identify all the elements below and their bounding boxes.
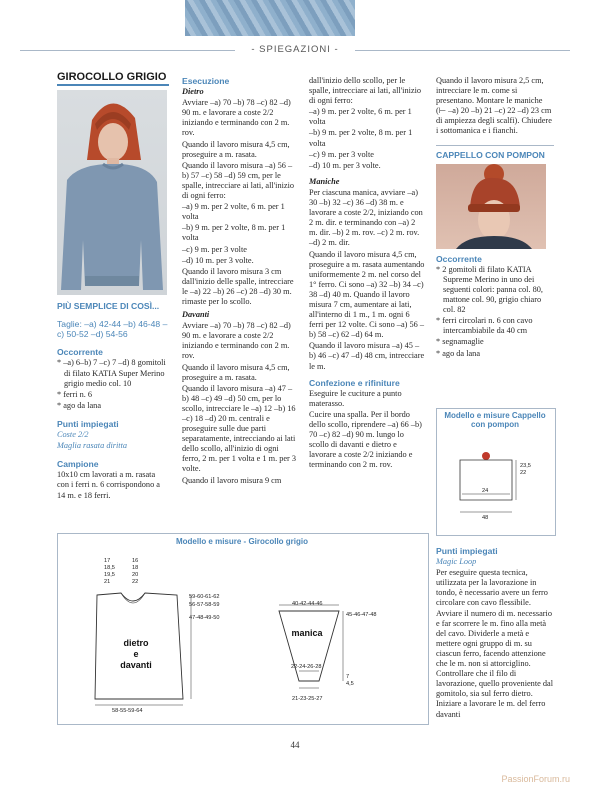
hat-diagram <box>436 408 554 534</box>
hat-photo-illustration <box>436 164 546 249</box>
occorrente-heading: Occorrente <box>57 347 103 358</box>
pattern-title: GIROCOLLO GRIGIO <box>57 72 169 86</box>
shoulder-text: dall'inizio dello scollo, per le spalle, intrecciare ai lati, all'inizio di ogni ferro: <box>309 76 422 106</box>
sweater-diagram <box>57 533 427 723</box>
occorrente-item: * –a) 6–b) 7 –c) 7 –d) 8 gomitoli di filato KATIA Super Merino grigio medio col. 10 <box>57 358 166 388</box>
back-text: –a) 9 m. per 2 volte, 6 m. per 1 volta <box>182 202 285 222</box>
sleeves-text: Per ciascuna manica, avviare –a) 30 –b) 32 –c) 36 –d) 38 m. e lavorare a coste 2/2, iniziando con 2 m. dir. e terminando con –a) 2 m. dir. –b) 2 m. rov. –c) 2 m. rov. –d) 2 m. dir. <box>309 187 423 248</box>
hat-dim-width: 24 <box>482 488 489 494</box>
stitch-item: Maglia rasata diritta <box>57 441 128 451</box>
occorrente-item: * ago da lana <box>57 400 102 410</box>
shoulder-right-a: 16 <box>132 558 139 564</box>
stitch-item: Coste 2/2 <box>57 430 89 440</box>
neck-depth-b: 56-57-58-59 <box>189 602 220 608</box>
magic-loop-text: Per eseguire questa tecnica, utilizzata per la lavorazione in tondo, è necessario avere un ferro circolare con cavo flessibile. Avviare il numero di m. necessario e far scorrere le m. fino alla metà del cavo. Dividerle a metà e mettere ogni gruppo di m. su ciascun ferro, facendo attenzione che le m. non si attorciglino. Controllare che il filo di lavorazione, quello proveniente dal gomitolo, sia sul ferro dietro. Iniziare a lavorare le m. del ferro davanti <box>436 568 554 719</box>
page-number: 44 <box>290 740 300 750</box>
punti-heading: Punti impiegati <box>57 418 119 429</box>
campione-heading: Campione <box>57 459 99 470</box>
hat-dim-height-b: 22 <box>520 470 527 476</box>
sleeve-cuff-a: 7 <box>346 674 350 680</box>
finishing-text: Cucire una spalla. Per il bordo dello scollo, riprendere –a) 66 –b) 70 –c) 82 –d) 90 m. lungo lo scollo di davanti e dietro e lavorare a coste 2/2 iniziando e terminando con 2 m. rov. <box>309 409 422 470</box>
shoulder-right-b: 18 <box>132 565 139 571</box>
sleeve-top-width: 40-42-44-46 <box>292 601 323 607</box>
hat-dim-height-a: 23,5 <box>520 463 531 469</box>
column-4 <box>436 76 554 360</box>
column-3 <box>309 76 425 471</box>
back-text: Quando il lavoro misura 4,5 cm, proseguire a m. rasata. <box>182 139 290 159</box>
sleeves-text: Quando il lavoro misura 4,5 cm, proseguire a m. rasata aumentando uniformemente 2 m. nel corso del 1° ferro. Ci sono –a) 32 –b) 34 –c) 38 –d) 40 m. Quando il lavoro misura 7 cm, aumentare ai lati, all'interno di 1 m., 1 m. ogni 6 ferri per 12 volte. Ci sono –a) 56 –b) 58 –c) 62 –d) 64 m. <box>309 249 425 340</box>
front-text: Quando il lavoro misura 4,5 cm, proseguire a m. rasata. <box>182 362 290 382</box>
easier-heading: PIÙ SEMPLICE DI COSÌ... <box>57 301 160 312</box>
body-piece-label: dietro e davanti <box>120 638 152 670</box>
hat-occorrente-heading: Occorrente <box>436 253 482 264</box>
back-text: Quando il lavoro misura –a) 56 –b) 57 –c) 58 –d) 59 cm, per le spalle, intrecciare ai lati, all'inizio di ogni ferro: <box>182 160 295 201</box>
shoulder-item: –a) 9 m. per 2 volte, 6 m. per 1 volta <box>309 107 412 127</box>
sleeve-length: 45-46-47-48 <box>346 612 377 618</box>
shoulder-left-b: 18,5 <box>104 565 115 571</box>
shoulder-left-d: 21 <box>104 579 111 585</box>
occorrente-item: * ferri n. 6 <box>57 389 93 399</box>
column-4-lower <box>436 546 554 721</box>
photo-woman-grey-sweater <box>57 90 167 295</box>
sleeve-piece-label: manica <box>291 628 323 638</box>
shoulder-item: –c) 9 m. per 3 volte <box>309 149 374 159</box>
hat-punti-heading: Punti impiegati <box>436 546 498 556</box>
sleeve-bottom-width: 21-23-25-27 <box>292 696 323 702</box>
sleeve-cuff-b: 4,5 <box>346 681 354 687</box>
sizes-text: Taglie: –a) 42-44 –b) 46-48 –c) 50-52 –d) 54-56 <box>57 319 168 340</box>
back-text: Quando il lavoro misura 3 cm dall'inizio delle spalle, intrecciare le –a) 22 –b) 26 –c) 28 –d) 30 m. rimaste per lo scollo. <box>182 266 294 306</box>
shoulder-item: –d) 10 m. per 3 volte. <box>309 160 381 170</box>
magic-loop-label: Magic Loop <box>436 557 477 567</box>
hat-material-item: * 2 gomitoli di filato KATIA Supreme Merino in uno dei seguenti colori: panna col. 80, mattone col. 90, grigio chiaro col. 82 <box>436 264 543 315</box>
hat-material-item: * ferri circolari n. 6 con cavo intercambiabile da 40 cm <box>436 316 533 336</box>
front-heading: Davanti <box>182 310 210 320</box>
section-header: - SPIEGAZIONI - <box>251 44 339 55</box>
body-width-bottom: 58-55-59-64 <box>112 708 143 714</box>
neck-depth-c: 47-48-49-50 <box>189 615 220 621</box>
knit-texture-banner <box>185 0 355 36</box>
sleeves-heading: Maniche <box>309 176 340 186</box>
hat-diagram-title: Modello e misure Cappello con pompon <box>444 411 546 429</box>
neck-depth-a: 59-60-61-62 <box>189 594 220 600</box>
hat-dim-circumference: 48 <box>482 515 489 521</box>
watermark: PassionForum.ru <box>501 774 570 784</box>
sweater-diagram-title: Modello e misure - Girocollo grigio <box>175 537 308 546</box>
back-text: –b) 9 m. per 2 volte, 8 m. per 1 volta <box>182 223 286 243</box>
hat-material-item: * segnamaglie <box>436 337 484 347</box>
back-heading: Dietro <box>182 87 204 97</box>
column-1 <box>57 72 169 502</box>
finishing-text: Eseguire le cuciture a punto materasso. <box>309 388 402 408</box>
column-2 <box>182 76 298 487</box>
front-text: Quando il lavoro misura 9 cm <box>182 475 282 485</box>
execution-heading: Esecuzione <box>182 76 230 86</box>
finishing-heading: Confezione e rifiniture <box>309 377 400 388</box>
shoulder-left-c: 19,5 <box>104 572 115 578</box>
shoulder-right-c: 20 <box>132 572 139 578</box>
back-text: –c) 9 m. per 3 volte <box>182 244 247 254</box>
shoulder-right-d: 22 <box>132 579 139 585</box>
shoulder-left-a: 17 <box>104 558 111 564</box>
photo-woman-hat <box>436 164 546 249</box>
finishing-continued: Quando il lavoro misura 2,5 cm, intrecciare le m. come si presentano. Montare le maniche (⊢ –a) 20 –b) 21 –c) 22 –d) 23 cm di ampiezza degli scalfi). Chiudere i sottomanica e i fianchi. <box>436 76 552 136</box>
campione-text: 10x10 cm lavorati a m. rasata con i ferri n. 6 corrispondono a 14 m. e 18 ferri. <box>57 470 160 500</box>
sweater-photo-illustration <box>57 90 167 295</box>
sleeves-text: Quando il lavoro misura –a) 45 –b) 46 –c) 47 –d) 48 cm, intrecciare le m. <box>309 341 425 371</box>
back-text: Avviare –a) 70 –b) 78 –c) 82 –d) 90 m. e lavorare a coste 2/2 iniziando e terminando con 2 m. rov. <box>182 98 291 138</box>
sleeve-mid-width: 22-24-26-28 <box>291 664 322 670</box>
hat-heading: CAPPELLO CON POMPON <box>436 145 554 160</box>
hat-material-item: * ago da lana <box>436 348 481 358</box>
front-text: Quando il lavoro misura –a) 47 –b) 48 –c) 49 –d) 50 cm, per lo scollo, intrecciare le –a) 12 –b) 16 –c) 18 –d) 20 m. centrali e proseguire sulle due parti separatamente, intrecciando ai lati dello scollo, all'inizio di ogni ferro, 2 m. per 1 volta e 1 m. per 3 volte. <box>182 383 297 474</box>
front-text: Avviare –a) 70 –b) 78 –c) 82 –d) 90 m. e lavorare a coste 2/2 iniziando e terminando con 2 m. rov. <box>182 321 291 361</box>
shoulder-item: –b) 9 m. per 2 volte, 8 m. per 1 volta <box>309 128 413 148</box>
back-text: –d) 10 m. per 3 volte. <box>182 255 254 265</box>
